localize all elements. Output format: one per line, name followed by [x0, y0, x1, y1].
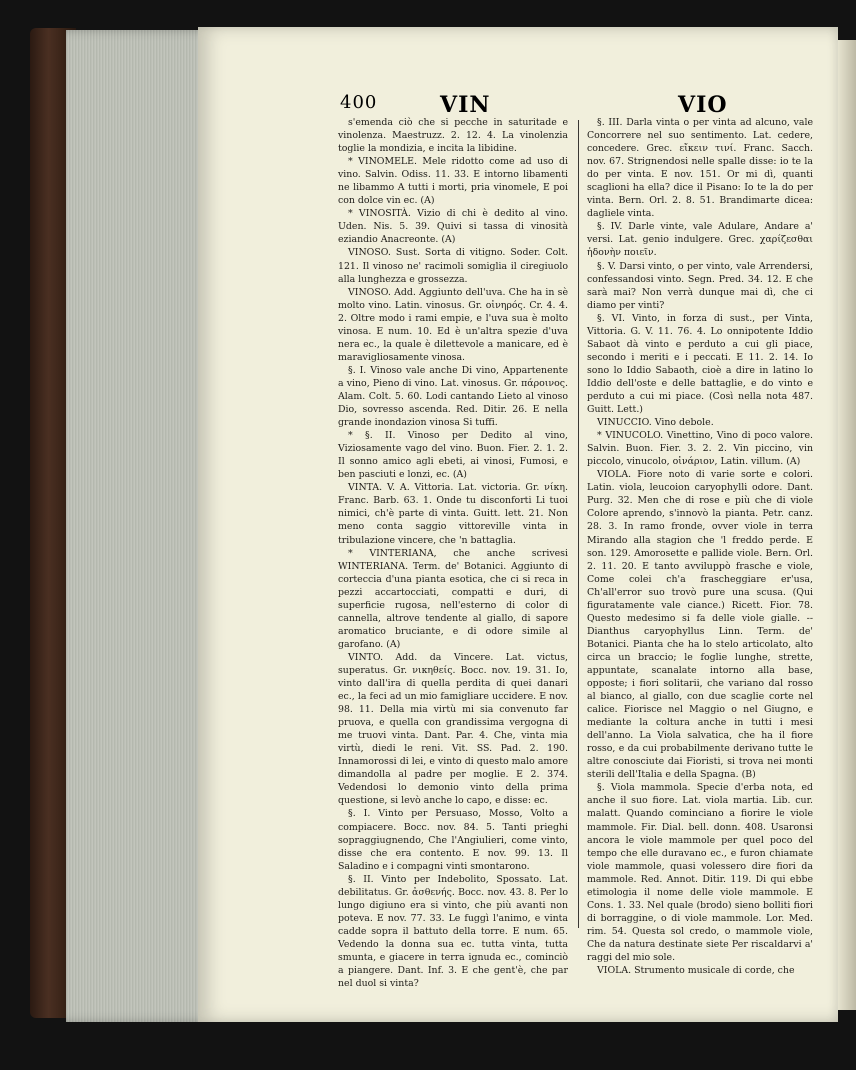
entry: * VINTERIANA, che anche scrivesi WINTERIANA. Term. de' Botanici. Aggiunto di corteccia d'una pianta esotica, che ci si reca in pezzi accartocciati, compatti e duri, di superficie rugosa, nell'esterno di color di cannella, altrove tendente al giallo, di sapore aromatico bruciante, e di odore simile al garofano. (A): [338, 547, 568, 650]
entry: * VINOSITÀ. Vizio di chi è dedito al vino. Uden. Nis. 5. 39. Quivi si tassa di vinosità eziandio Anacreonte. (A): [338, 208, 568, 246]
entry: * VINUCOLO. Vinettino, Vino di poco valore. Salvin. Buon. Fier. 3. 2. 2. Vin piccino, vin piccolo, vinucolo, οἰνάριον, Latin. villum. (A): [587, 430, 813, 468]
left-column: [338, 116, 568, 990]
entry: VINTA. V. A. Vittoria. Lat. victoria. Gr. νίκη. Franc. Barb. 63. 1. Onde tu disconforti Li tuoi nimici, ch'è parte di vinta. Guitt. lett. 21. Non meno conta saggio vittoreville vinta in tribulazione vincere, che 'n battaglia.: [338, 482, 568, 546]
entry: §. I. Vinoso vale anche Di vino, Appartenente a vino, Pieno di vino. Lat. vinosus. Gr. πάροινος. Alam. Colt. 5. 60. Lodi cantando Lieto al vinoso Dio, sovresso ascenda. Red. Ditir. 26. E nella grande inondazion vinosa Si tuffi.: [338, 364, 568, 429]
entry: §. Viola mammola. Specie d'erba nota, ed anche il suo fiore. Lat. viola martia. Lib. cur. malatt. Quando cominciano a fiorire le viole mammole. Fir. Dial. bell. donn. 408. Usaronsi ancora le viole mammole per quel poco del tempo che elle duravano ec., e furon chiamate viole mammole, quasi volessero dire fiori da mammole. Red. Annot. Ditir. 119. Di qui ebbe etimologia il nome delle viole mammole. E Cons. 1. 33. Nel quale (brodo) sieno bolliti fiori di borraggine, o di viole mammole. Lor. Med. rim. 54. Questa sol credo, o mammole viole, Che da natura destinate siete Per riscaldarvi a' raggi del mio sole.: [587, 782, 813, 963]
entry: s'emenda ciò che si pecche in saturitade e vinolenza. Maestruzz. 2. 12. 4. La vinolenzia toglie la mondizia, e incita la libidine.: [338, 117, 568, 155]
entry: * §. II. Vinoso per Dedito al vino, Viziosamente vago del vino. Buon. Fier. 2. 1. 2. Il sonno amico agli ebeti, ai vinosi, Fumosi, e ben pasciuti e lonzi, ec. (A): [338, 430, 568, 481]
entry: §. V. Darsi vinto, o per vinto, vale Arrendersi, confessandosi vinto. Segn. Pred. 34. 12. E che sarà mai? Non verrà dunque mai dì, che ci diamo per vinti?: [587, 260, 813, 311]
entry: §. I. Vinto per Persuaso, Mosso, Volto a compiacere. Bocc. nov. 84. 5. Tanti prieghi sopraggiugnendo, Che l'Angiulieri, come vinto, disse che era contento. E nov. 99. 13. Il Saladino e i compagni vinti smontarono.: [338, 808, 568, 872]
entry: * VINOMELE. Mele ridotto come ad uso di vino. Salvin. Odiss. 11. 33. E intorno libamenti ne libammo A tutti i morti, pria vinomele, E poi con dolce vin ec. (A): [338, 156, 568, 207]
entry: VINTO. Add. da Vincere. Lat. victus, superatus. Gr. νικηθείς. Bocc. nov. 19. 31. Io, vinto dall'ira di quella perdita di quei danari ec., la feci ad un mio famigliare uccidere. E nov. 98. 11. Della mia virtù mi sia convenuto far pruova, e quella con grandissima vergogna di me truovi vinta. Dant. Par. 4. Che, vinta mia virtù, diedi le reni. Vit. SS. Pad. 2. 190. Innamorossi di lei, e vinto di questo malo amore dimandolla al padre per moglie. E 2. 374. Vedendosi lo demonio vinto della prima questione, si levò anche lo capo, e disse: ec.: [338, 651, 568, 807]
entry: VIOLA. Strumento musicale di corde, che: [597, 965, 795, 977]
page-header: [340, 92, 752, 118]
running-head-right: VIO: [678, 92, 728, 118]
column-divider: [578, 120, 579, 928]
entry: VINUCCIO. Vino debole.: [597, 417, 714, 429]
entry: VINOSO. Add. Aggiunto dell'uva. Che ha in sè molto vino. Latin. vinosus. Gr. οἰνηρός. Cr. 4. 4. 2. Oltre modo i rami empie, e l'uva sua è molto vinosa. E num. 10. Ed è un'altra spezie d'uva nera ec., la quale è dilettevole a manicare, ed è maravigliosamente vinosa.: [338, 286, 568, 363]
page-number: 400: [340, 92, 378, 113]
entry: §. VI. Vinto, in forza di sust., per Vinta, Vittoria. G. V. 11. 76. 4. Lo onnipotente Iddio Sabaot dà vinto e perduto a cui gli piace, secondo i meriti e i peccati. E 11. 2. 14. Io sono lo Iddio Sabaoth, cioè a dire in latino lo Iddio dell'oste e delle battaglie, e do vinto e perduto a cui mi piace. (Così nella nota 487. Guitt. Lett.): [587, 312, 813, 416]
entry: §. III. Darla vinta o per vinta ad alcuno, vale Concorrere nel suo sentimento. Lat. cedere, concedere. Grec. εἴκειν τινί. Franc. Sacch. nov. 67. Strignendosi nelle spalle disse: io te la do per vinta. E nov. 151. Or mi dì, quanti scaglioni ha ella? dice il Pisano: Io te la do per vinta. Bern. Orl. 2. 8. 51. Brandimarte dicea: dagliele vinta.: [587, 117, 813, 220]
running-head-left: VIN: [440, 92, 491, 118]
entry: §. IV. Darle vinte, vale Adulare, Andare a' versi. Lat. genio indulgere. Grec. χαρίζεσθαι ἡδονὴν ποιεῖν.: [587, 221, 813, 259]
next-page-edge: [838, 40, 856, 1010]
entry: §. II. Vinto per Indebolito, Spossato. Lat. debilitatus. Gr. ἀσθενής. Bocc. nov. 43. 8. Per lo lungo digiuno era si vinto, che più avanti non poteva. E nov. 77. 33. Le fuggì l'animo, e vinta cadde sopra il battuto della torre. E num. 65. Vedendo la donna sua ec. tutta vinta, tutta smunta, e giacere in terra ignuda ec., cominciò a piangere. Dant. Inf. 3. E che gent'è, che par nel duol si vinta?: [338, 873, 568, 990]
entry: VIOLA. Fiore noto di varie sorte e colori. Latin. viola, leucoion caryophylli odore. Dant. Purg. 32. Men che di rose e più che di viole Colore aprendo, s'innovò la pianta. Petr. canz. 28. 3. In ramo fronde, ovver viole in terra Mirando alla stagion che 'l freddo perde. E son. 129. Amorosette e pallide viole. Bern. Orl. 2. 11. 20. E tanto avviluppò frasche e viole, Come colei ch'a frascheggiare er'usa, Ch'all'error suo trovò pure una scusa. (Qui figuratamente vale ciance.) Ricett. Fior. 78. Questo medesimo si fa delle viole gialle. -- Dianthus caryophyllus Linn. Term. de' Botanici. Pianta che ha lo stelo articolato, alto circa un braccio; le foglie lunghe, strette, appuntate, scanalate intorno alla base, opposte; i fiori solitarii, che variano dal rosso al bianco, al giallo, con due scaglie corte nel calice. Fiorisce nel Maggio o nel Giugno, e mediante la coltura anche in tutti i mesi dell'anno. La Viola salvatica, che ha il fiore rosso, e da cui probabilmente derivano tutte le altre conosciute dai Fioristi, si trova nei monti sterili dell'Italia e della Spagna. (B): [587, 469, 813, 781]
entry: VINOSO. Sust. Sorta di vitigno. Soder. Colt. 121. Il vinoso ne' racimoli somiglia il ciregiuolo alla lunghezza e grossezza.: [338, 247, 568, 285]
right-column: [587, 116, 813, 977]
